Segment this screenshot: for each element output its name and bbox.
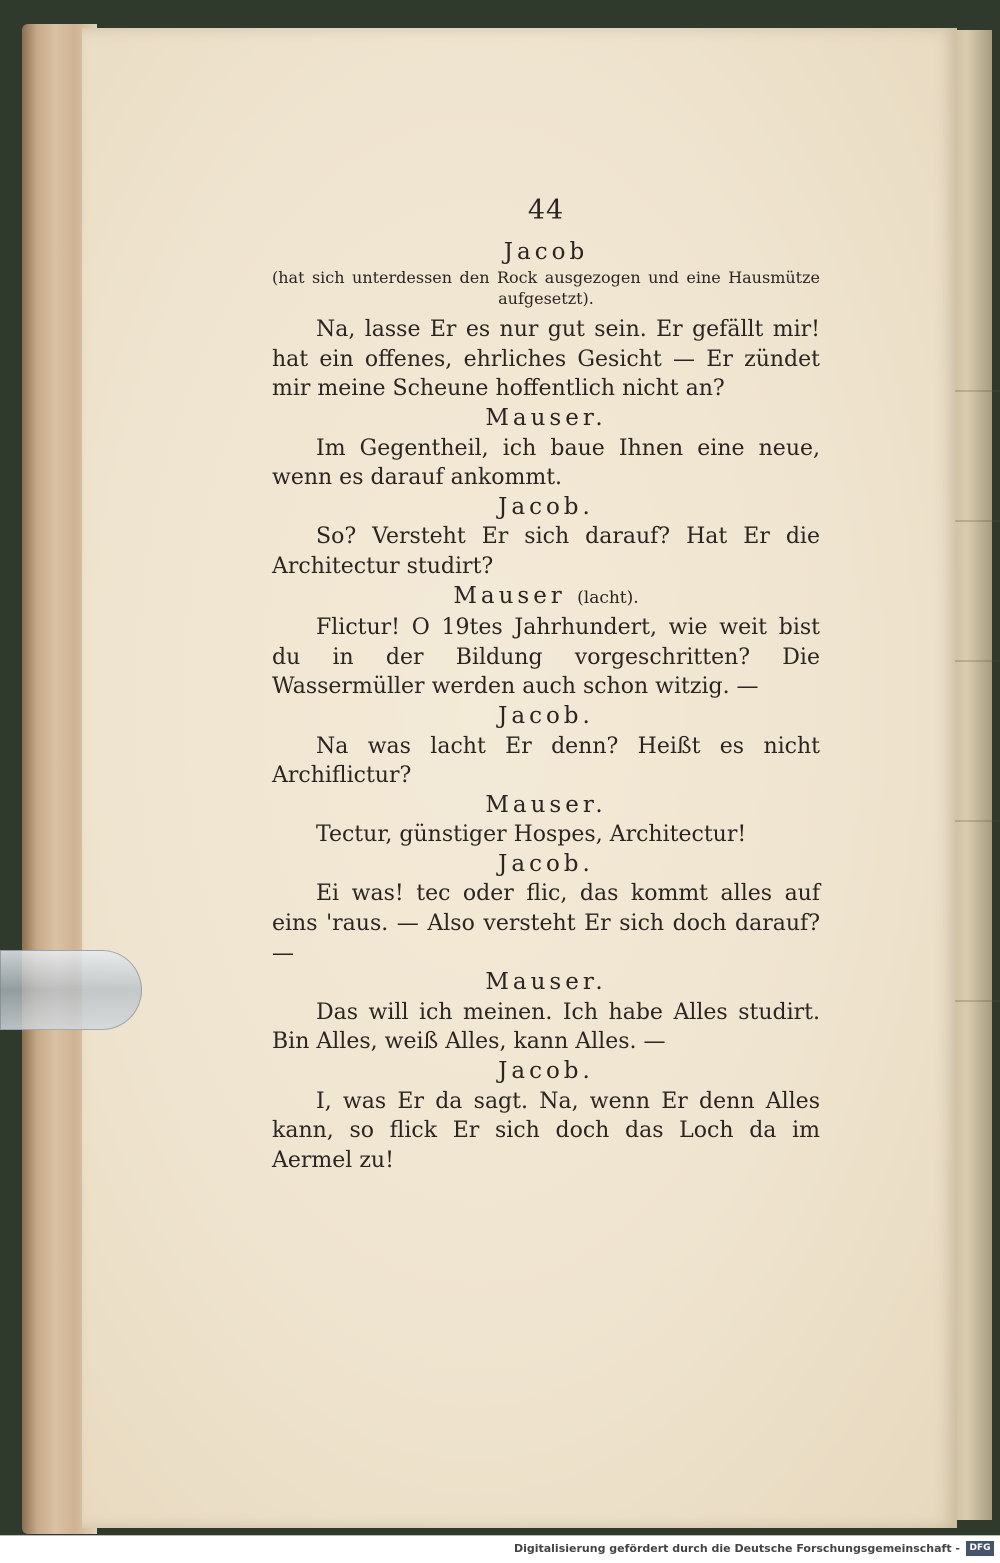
page-holder-clip — [0, 950, 142, 1030]
dfg-logo: DFG — [966, 1541, 994, 1556]
speaker-name: Mauser — [453, 582, 566, 609]
speaker-direction: (lacht). — [577, 587, 639, 608]
bleed-through-line — [955, 660, 1000, 662]
bleed-through-line — [955, 1000, 1000, 1002]
stage-direction: (hat sich unterdessen den Rock ausgezogen und eine Hausmütze aufgesetzt). — [272, 268, 820, 309]
speaker-name: Mauser. — [485, 791, 607, 818]
speech-paragraph: Flictur! O 19tes Jahrhundert, wie weit bist du in der Bildung vorgeschritten? Die Wassermüller werden auch schon witzig. — — [272, 615, 820, 700]
page-text — [272, 196, 820, 1175]
speech-paragraph: Im Gegentheil, ich baue Ihnen eine neue, wenn es darauf ankommt. — [272, 435, 820, 491]
speech-paragraph: So? Versteht Er sich darauf? Hat Er die Architectur studirt? — [272, 524, 820, 579]
footer-bar — [0, 1535, 1000, 1563]
speech-paragraph: I, was Er da sagt. Na, wenn Er denn Alles kann, so flick Er sich doch das Loch da im Aermel zu! — [272, 1088, 820, 1173]
speaker-name: Mauser. — [485, 404, 607, 431]
speaker-line — [272, 582, 820, 614]
bleed-through-line — [955, 390, 1000, 392]
speaker-name: Jacob. — [498, 702, 594, 729]
speaker-name: Jacob. — [498, 493, 594, 520]
speech-paragraph: Na, lasse Er es nur gut sein. Er gefällt mir! hat ein offenes, ehrliches Gesicht — Er zündet mir meine Scheune hoffentlich nicht an? — [272, 317, 820, 402]
speech-paragraph: Ei was! tec oder flic, das kommt alles auf eins 'raus. — Also versteht Er sich doch darauf? — — [272, 881, 820, 966]
speaker-name: Jacob. — [498, 850, 594, 877]
speaker-name: Jacob. — [498, 1058, 594, 1085]
speech-paragraph: Tectur, günstiger Hospes, Architectur! — [316, 822, 747, 848]
speaker-name: Jacob — [503, 238, 589, 265]
bleed-through-line — [955, 520, 1000, 522]
bleed-through-line — [955, 820, 1000, 822]
speech-paragraph: Das will ich meinen. Ich habe Alles studirt. Bin Alles, weiß Alles, kann Alles. — — [272, 999, 820, 1055]
funding-credit: Digitalisierung gefördert durch die Deutsche Forschungsgemeinschaft - — [513, 1542, 960, 1555]
speaker-name: Mauser. — [485, 969, 607, 996]
speech-paragraph: Na was lacht Er denn? Heißt es nicht Archiflictur? — [272, 733, 820, 789]
page-number: 44 — [527, 195, 565, 226]
